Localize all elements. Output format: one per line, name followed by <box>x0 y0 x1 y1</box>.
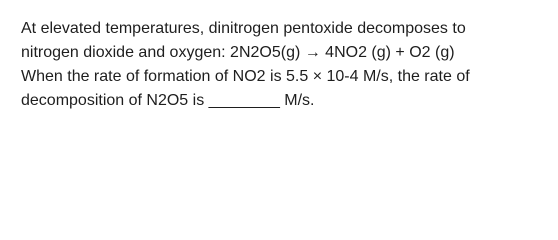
question-line-1: At elevated temperatures, dinitrogen pentoxide decomposes to <box>21 20 466 37</box>
question-line-3: When the rate of formation of NO2 is 5.5 × 10-4 M/s, the rate of <box>21 68 470 85</box>
question-line-4: decomposition of N2O5 is ________ M/s. <box>21 92 315 109</box>
question-line-2: nitrogen dioxide and oxygen: 2N2O5(g) → 4NO2 (g) + O2 (g) <box>21 44 455 61</box>
question-text <box>21 17 555 113</box>
